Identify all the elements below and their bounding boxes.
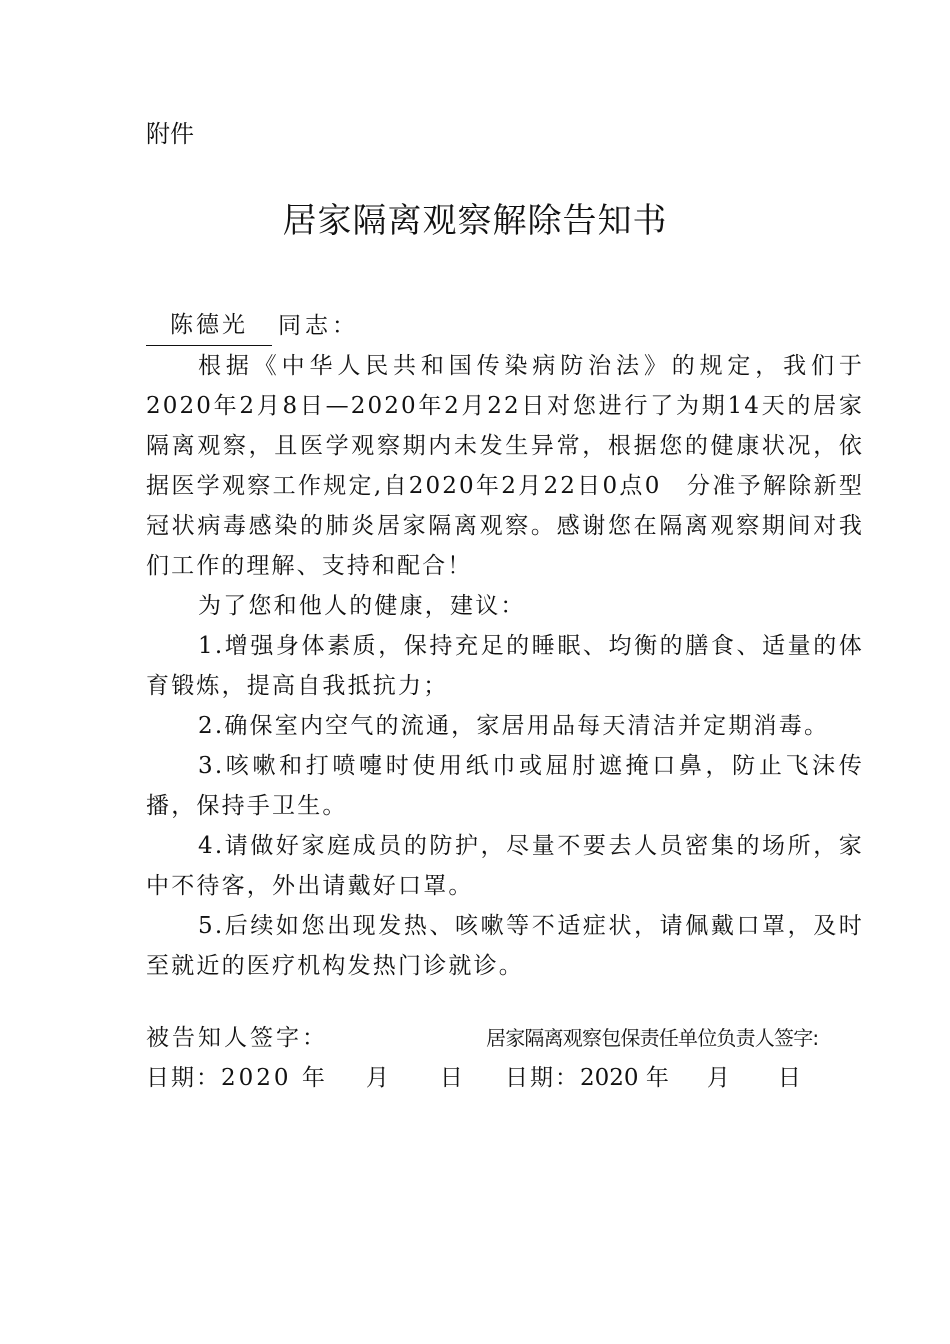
recipient-name: 陈德光 — [146, 305, 272, 346]
annex-label: 附件 — [146, 120, 194, 148]
date-year-unit: 年 — [301, 1065, 328, 1091]
date-day-unit: 日 — [777, 1065, 801, 1091]
date-month-unit: 月 — [706, 1065, 730, 1091]
date-label: 日期： — [504, 1065, 580, 1091]
advice-item-1: 1.增强身体素质，保持充足的睡眠、均衡的膳食、适量的体育锻炼，提高自我抵抗力； — [146, 633, 864, 699]
advice-intro: 为了您和他人的健康，建议： — [198, 593, 526, 619]
advice-item-3: 3.咳嗽和打喷嚏时使用纸巾或屈肘遮掩口鼻，防止飞沫传播，保持手卫生。 — [146, 753, 864, 819]
notice-paragraph: 根据《中华人民共和国传染病防治法》的规定，我们于2020年2月8日—2020年2月22日对您进行了为期14天的居家隔离观察，且医学观察期内未发生异常，根据您的健康状况，依据医学观察工作规定,自2020年2月22日0点0 分准予解除新型冠状病毒感染的肺炎居家隔离观察。感谢您在隔离观察期间对我们工作的理解、支持和配合！ — [146, 353, 864, 579]
date-year-unit: 年 — [645, 1065, 669, 1091]
document-title: 居家隔离观察解除告知书 — [282, 201, 668, 241]
document-body — [146, 306, 864, 986]
notified-signature-label: 被告知人签字： — [146, 1025, 328, 1051]
advice-item-2: 2.确保室内空气的流通，家居用品每天清洁并定期消毒。 — [198, 713, 830, 739]
unit-date — [469, 1062, 864, 1094]
notified-date — [146, 1062, 469, 1094]
date-label: 日期： — [146, 1065, 221, 1091]
date-month-unit: 月 — [365, 1065, 392, 1091]
date-year: 2020 — [579, 1065, 639, 1091]
advice-item-4: 4.请做好家庭成员的防护，尽量不要去人员密集的场所，家中不待客，外出请戴好口罩。 — [146, 833, 864, 899]
date-year: 2020 — [221, 1065, 292, 1091]
salutation-suffix: 同志： — [278, 313, 359, 339]
signature-row — [146, 1022, 864, 1054]
unit-signature-label: 居家隔离观察包保责任单位负责人签字: — [486, 1026, 819, 1050]
advice-item-5: 5.后续如您出现发热、咳嗽等不适症状，请佩戴口罩，及时至就近的医疗机构发热门诊就诊。 — [146, 913, 864, 979]
salutation — [146, 306, 864, 346]
date-day-unit: 日 — [439, 1065, 466, 1091]
date-row — [146, 1062, 864, 1094]
